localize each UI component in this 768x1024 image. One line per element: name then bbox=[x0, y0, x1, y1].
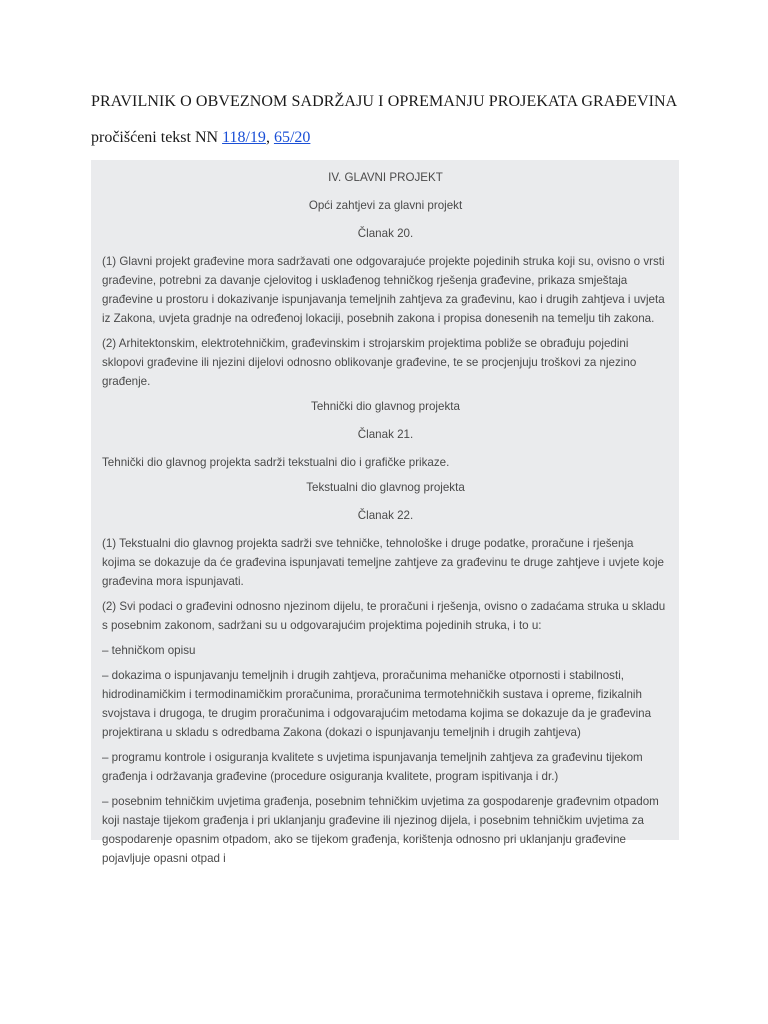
link-nn-118-19[interactable]: 118/19 bbox=[222, 129, 266, 146]
list-item-special-conditions: – posebnim tehničkim uvjetima građenja, posebnim tehničkim uvjetima za gospodarenje građevnim otpadom koji nastaje tijekom građenja i pri uklanjanju građevine ili njezinog dijela, i posebnim tehničkim uvjetima za gospodarenje opasnim otpadom, ako se tijekom građenja, korištenja odnosno pri uklanjanju građevine pojavljuje opasni otpad i bbox=[102, 795, 659, 865]
law-excerpt bbox=[91, 160, 679, 865]
article-21-paragraph: Tehnički dio glavnog projekta sadrži tekstualni dio i grafičke prikaze. bbox=[102, 456, 450, 469]
article-22-paragraph-1: (1) Tekstualni dio glavnog projekta sadrži sve tehničke, tehnološke i druge podatke, proračune i rješenja kojima se dokazuje da će građevina ispunjavati temeljne zahtjeve za građevinu te druge zahtjeve i uvjete koje građevina mora ispunjavati. bbox=[102, 537, 664, 588]
link-separator: , bbox=[265, 129, 274, 146]
link-nn-65-20[interactable]: 65/20 bbox=[273, 129, 311, 146]
subheading-technical-part: Tehnički dio glavnog projekta bbox=[311, 400, 460, 413]
list-item-quality-program: – programu kontrole i osiguranja kvalitete s uvjetima ispunjavanja temeljnih zahtjeva za građevinu tijekom građenja i održavanja građevine (procedure osiguranja kvalitete, program ispitivanja i dr.) bbox=[102, 751, 643, 783]
article-22-paragraph-2: (2) Svi podaci o građevini odnosno njezinom dijelu, te proračuni i rješenja, ovisno o zadaćama struka u skladu s posebnim zakonom, sadržani su u odgovarajućim projektima pojedinih struka, i to u: bbox=[102, 600, 666, 632]
list-item-technical-description: – tehničkom opisu bbox=[102, 644, 196, 657]
article-21-heading: Članak 21. bbox=[357, 428, 414, 441]
subheading-textual-part: Tekstualni dio glavnog projekta bbox=[306, 481, 465, 494]
section-heading: IV. GLAVNI PROJEKT bbox=[328, 171, 443, 184]
document-subtitle bbox=[91, 128, 731, 148]
subheading-general-requirements: Opći zahtjevi za glavni projekt bbox=[308, 199, 463, 212]
document-title: PRAVILNIK O OBVEZNOM SADRŽAJU I OPREMANJU PROJEKATA GRAĐEVINA bbox=[91, 93, 678, 110]
article-20-paragraph-1: (1) Glavni projekt građevine mora sadržavati one odgovarajuće projekte pojedinih struka koji su, ovisno o vrsti građevine, potrebni za davanje cjelovitog i usklađenog tehničkog rješenja građevine, prikaza smještaja građevine u prostoru i dokazivanje ispunjavanja temeljnih zahtjeva za građevinu, kao i drugih zahtjeva i uvjeta iz Zakona, uvjeta gradnje na određenoj lokaciji, posebnih zakona i propisa donesenih na temelju tih zakona. bbox=[102, 255, 665, 325]
article-22-heading: Članak 22. bbox=[357, 509, 414, 522]
subtitle-prefix: pročišćeni tekst NN bbox=[91, 129, 223, 146]
article-20-heading: Članak 20. bbox=[357, 227, 414, 240]
article-20-paragraph-2: (2) Arhitektonskim, elektrotehničkim, građevinskim i strojarskim projektima pobliže se obrađuju pojedini sklopovi građevine ili njezini dijelovi odnosno oblikovanje građevine, te se procjenjuju troškovi za njezino građenje. bbox=[102, 337, 637, 388]
list-item-evidence: – dokazima o ispunjavanju temeljnih i drugih zahtjeva, proračunima mehaničke otpornosti i stabilnosti, hidrodinamičkim i termodinamičkim proračunima, proračunima termotehničkih sustava i opreme, fizikalnih svojstava i drugoga, te drugim proračunima i odgovarajućim metodama kojima se dokazuje da je građevina projektirana u skladu s odredbama Zakona (dokazi o ispunjavanju temeljnih i drugih zahtjeva) bbox=[102, 669, 652, 739]
